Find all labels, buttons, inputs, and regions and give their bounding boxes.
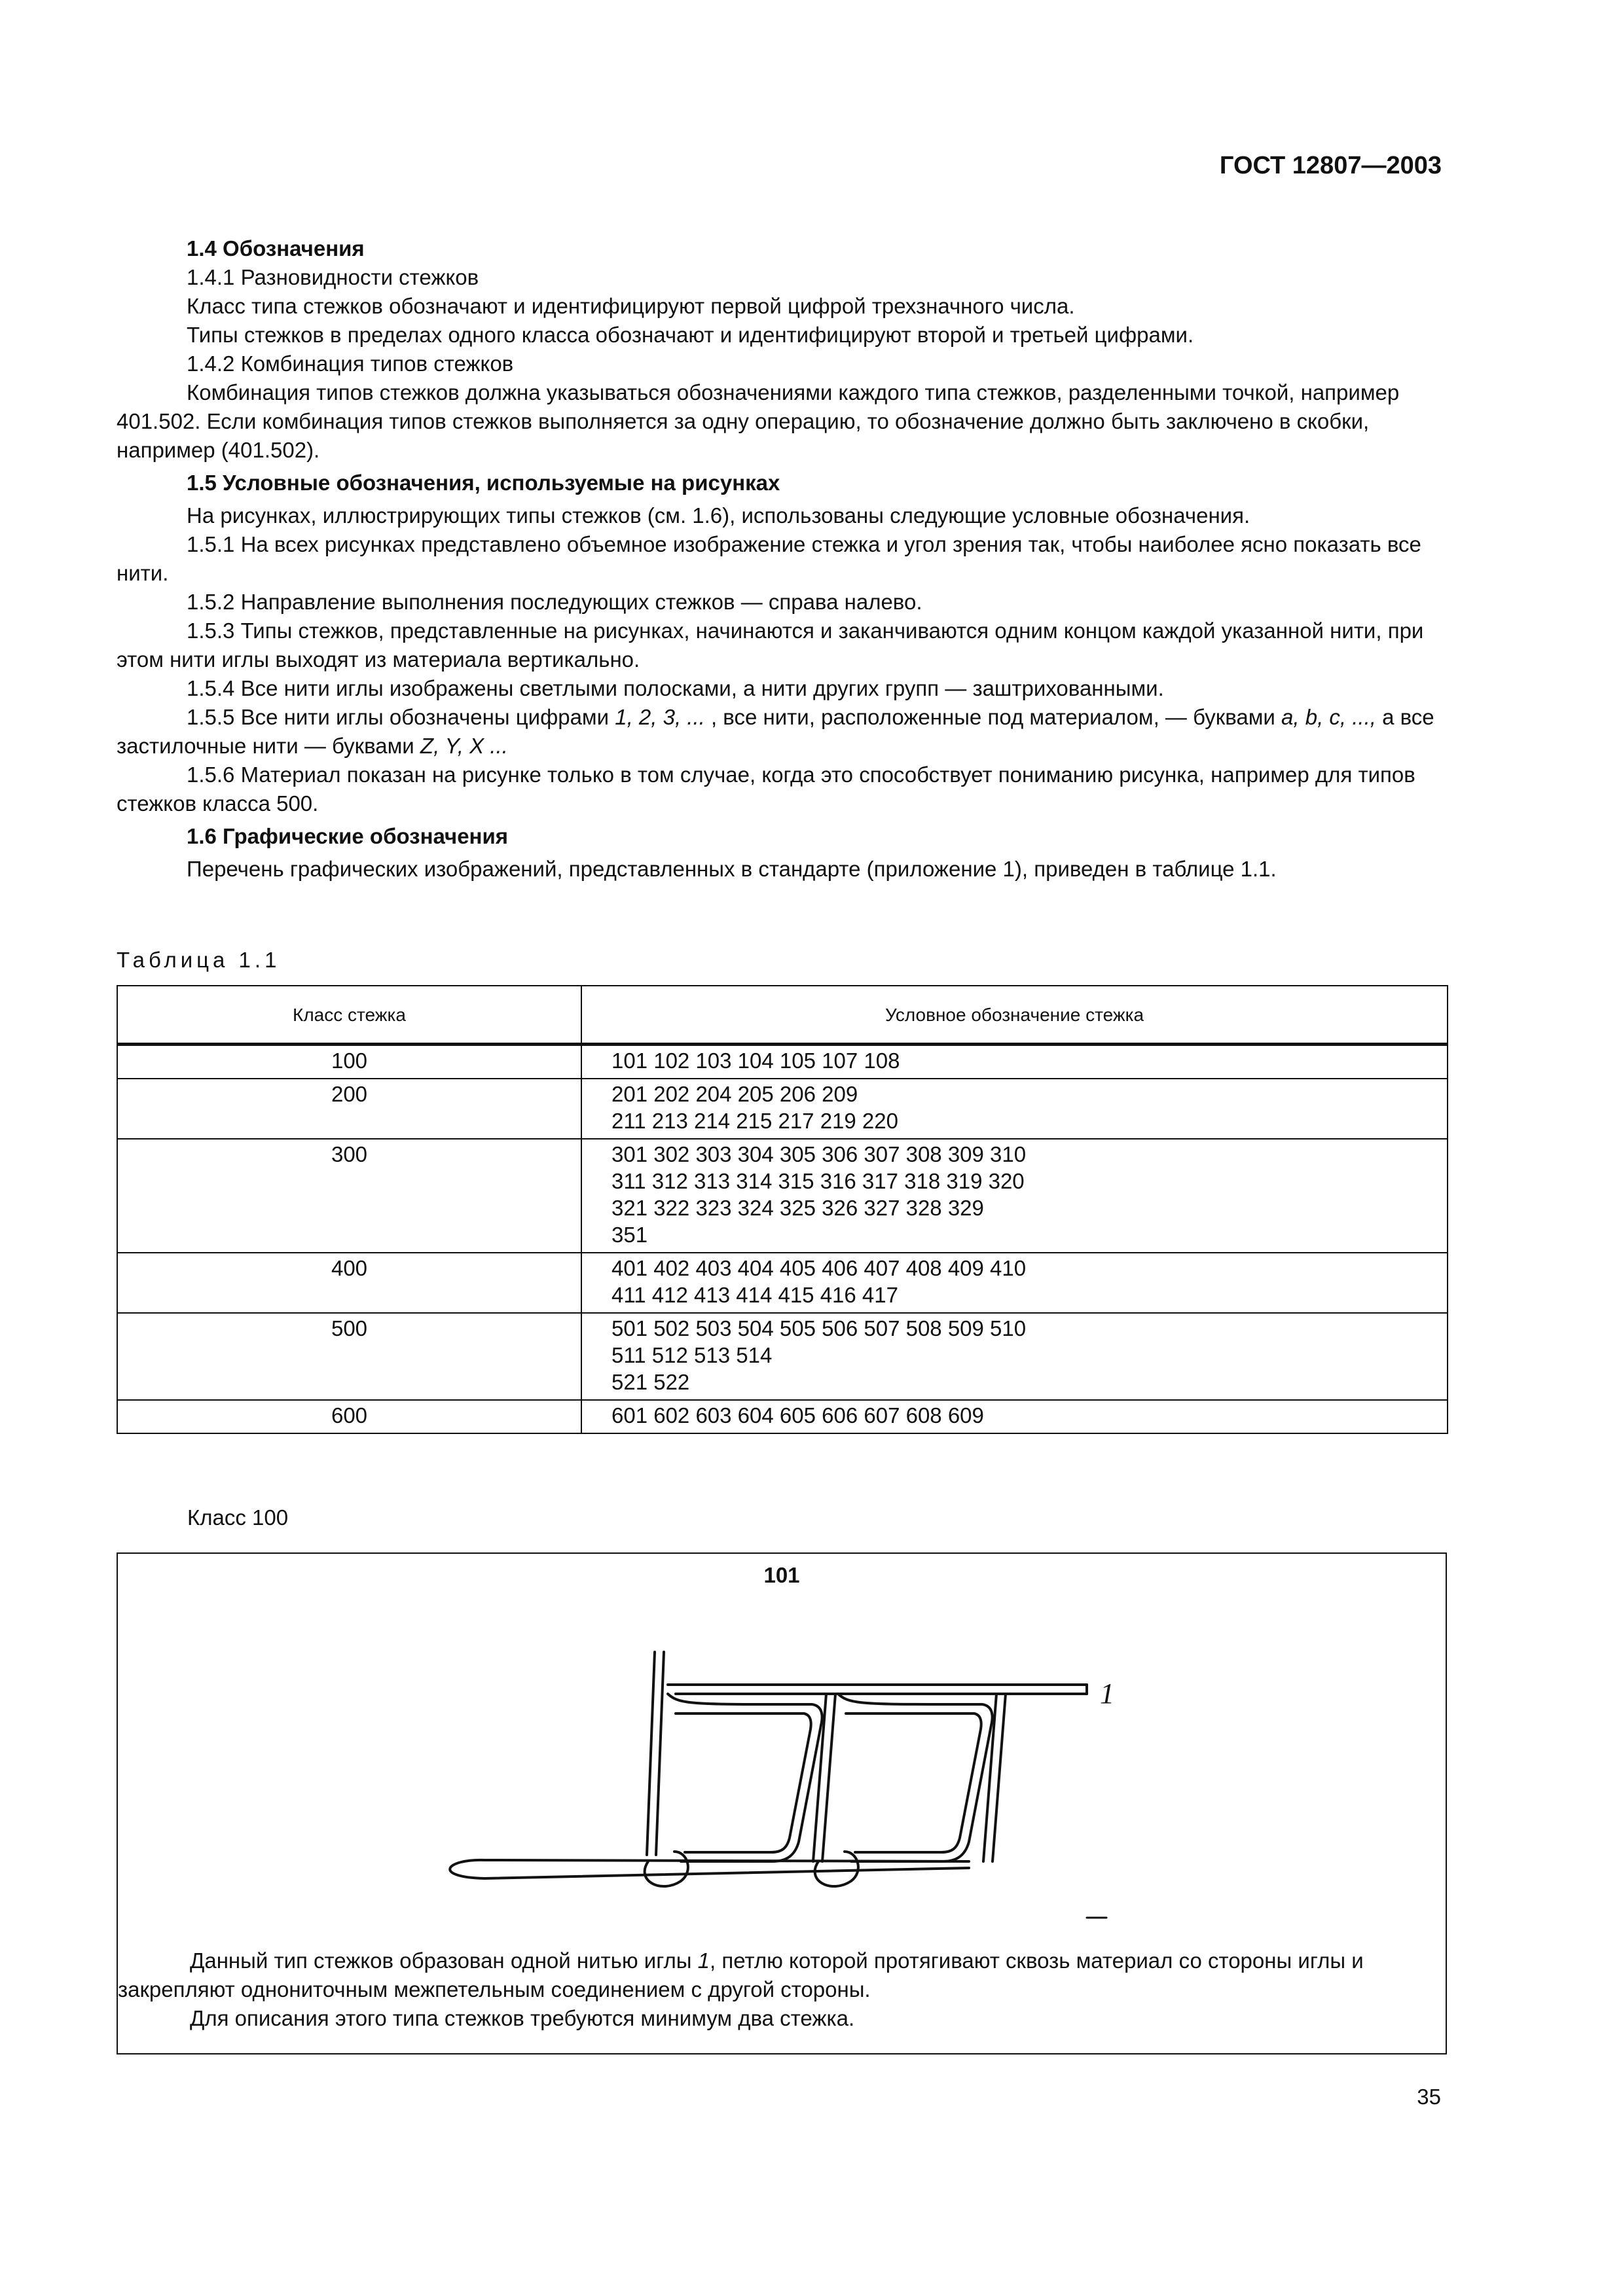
column-header: Класс стежка: [117, 986, 581, 1045]
table-row: [117, 1400, 1448, 1433]
text-run: а все застилочные нити — буквами: [117, 705, 1434, 758]
thread-label: 1: [1100, 1677, 1114, 1710]
description-paragraph: Для описания этого типа стежков требуются минимум два стежка.: [190, 2006, 855, 2030]
thread-bottom-line: [484, 1860, 969, 1878]
class-cell: 500: [117, 1313, 581, 1400]
italic-run: a, b, c, ...,: [1281, 705, 1376, 729]
paragraph: 1.5.2 Направление выполнения последующих стежков — справа налево.: [187, 590, 922, 614]
paragraph: 1.4.2 Комбинация типов стежков: [187, 351, 514, 376]
codes-cell: 301 302 303 304 305 306 307 308 309 310 311 312 313 314 315 316 317 318 319 320 321 322 323 324 325 326 327 328 329 351: [581, 1139, 1448, 1253]
italic-run: 1, 2, 3, ...: [615, 705, 705, 729]
paragraph: Типы стежков в пределах одного класса обозначают и идентифицируют второй и третьей цифрами.: [187, 323, 1194, 347]
codes-cell: 101 102 103 104 105 107 108: [581, 1045, 1448, 1079]
section-1-4-title: 1.4 Обозначения: [187, 236, 365, 260]
text-run: , все нити, расположенные под материалом, — буквами: [704, 705, 1282, 729]
thread-top-line: [668, 1685, 1087, 1694]
document-id: ГОСТ 12807—2003: [1219, 152, 1442, 179]
thread-loop-2-inner: [846, 1713, 981, 1852]
body-text: [117, 230, 1447, 884]
thread-needle-entry: [647, 1652, 664, 1855]
text-run: , петлю которой протягивают сквозь материал со стороны иглы и закрепляют однониточным межпетельным соединением с другой стороны.: [118, 1948, 1364, 2001]
table-header-row: [117, 986, 1448, 1045]
figure-description: [118, 1946, 1448, 2033]
section-1-5-title: 1.5 Условные обозначения, используемые на рисунках: [187, 471, 780, 495]
thread-loop-vertical: [813, 1694, 1006, 1861]
section-1-6-title: 1.6 Графические обозначения: [187, 824, 509, 848]
italic-run: 1: [697, 1948, 710, 1973]
class-cell: 600: [117, 1400, 581, 1433]
paragraph: На рисунках, иллюстрирующих типы стежков (см. 1.6), использованы следующие условные обозначения.: [187, 503, 1250, 528]
thread-loop-2: [838, 1694, 993, 1861]
description-paragraph: [118, 1946, 1448, 2004]
thread-tail-loop: [450, 1860, 484, 1878]
codes-cell: 601 602 603 604 605 606 607 608 609: [581, 1400, 1448, 1433]
paragraph: 1.5.4 Все нити иглы изображены светлыми полосками, а нити других групп — заштрихованными.: [187, 676, 1164, 700]
paragraph: Перечень графических изображений, представленных в стандарте (приложение 1), приведен в таблице 1.1.: [187, 857, 1277, 881]
table-row: [117, 1313, 1448, 1400]
paragraph: 1.5.1 На всех рисунках представлено объемное изображение стежка и угол зрения так, чтобы наиболее ясно показать все нити.: [117, 532, 1421, 585]
codes-cell: 401 402 403 404 405 406 407 408 409 410 411 412 413 414 415 416 417: [581, 1253, 1448, 1313]
page-number: 35: [1417, 2085, 1441, 2109]
table-row: [117, 1253, 1448, 1313]
codes-cell: 201 202 204 205 206 209 211 213 214 215 217 219 220: [581, 1079, 1448, 1139]
table-caption: Таблица 1.1: [117, 948, 281, 972]
codes-cell: 501 502 503 504 505 506 507 508 509 510 511 512 513 514 521 522: [581, 1313, 1448, 1400]
stitch-101-diagram: [118, 1554, 1448, 1946]
paragraph: Класс типа стежков обозначают и идентифицируют первой цифрой трехзначного числа.: [187, 294, 1075, 318]
class-cell: 300: [117, 1139, 581, 1253]
thread-loop-1-inner: [676, 1713, 811, 1852]
figure-title: 101: [763, 1563, 800, 1587]
table-row: [117, 1045, 1448, 1079]
text-run: Данный тип стежков образован одной нитью иглы: [190, 1948, 698, 1973]
paragraph: 1.5.6 Материал показан на рисунке только в том случае, когда это способствует пониманию рисунка, например для типов стежков класса 500.: [117, 762, 1415, 816]
class-cell: 100: [117, 1045, 581, 1079]
text-run: 1.5.5 Все нити иглы обозначены цифрами: [187, 705, 615, 729]
stitch-figure-box: [117, 1552, 1447, 2054]
paragraph-1-5-5: [117, 703, 1447, 761]
table-row: [117, 1079, 1448, 1139]
table-row: [117, 1139, 1448, 1253]
thread-loop-1: [668, 1694, 822, 1861]
paragraph: 1.4.1 Разновидности стежков: [187, 265, 479, 289]
class-label: Класс 100: [187, 1505, 289, 1530]
class-cell: 200: [117, 1079, 581, 1139]
paragraph: 1.5.3 Типы стежков, представленные на рисунках, начинаются и заканчиваются одним концом каждой указанной нити, при этом нити иглы выходят из материала вертикально.: [117, 619, 1424, 672]
stitch-class-table: [117, 985, 1448, 1434]
thread-chain-link-1: [645, 1852, 688, 1886]
italic-run: Z, Y, X ...: [420, 734, 508, 758]
class-cell: 400: [117, 1253, 581, 1313]
column-header: Условное обозначение стежка: [581, 986, 1448, 1045]
paragraph: Комбинация типов стежков должна указываться обозначениями каждого типа стежков, разделенными точкой, например 401.502. Если комбинация типов стежков выполняется за одну операцию, то обозначение должно быть заключено в скобки, например (401.502).: [117, 380, 1400, 462]
